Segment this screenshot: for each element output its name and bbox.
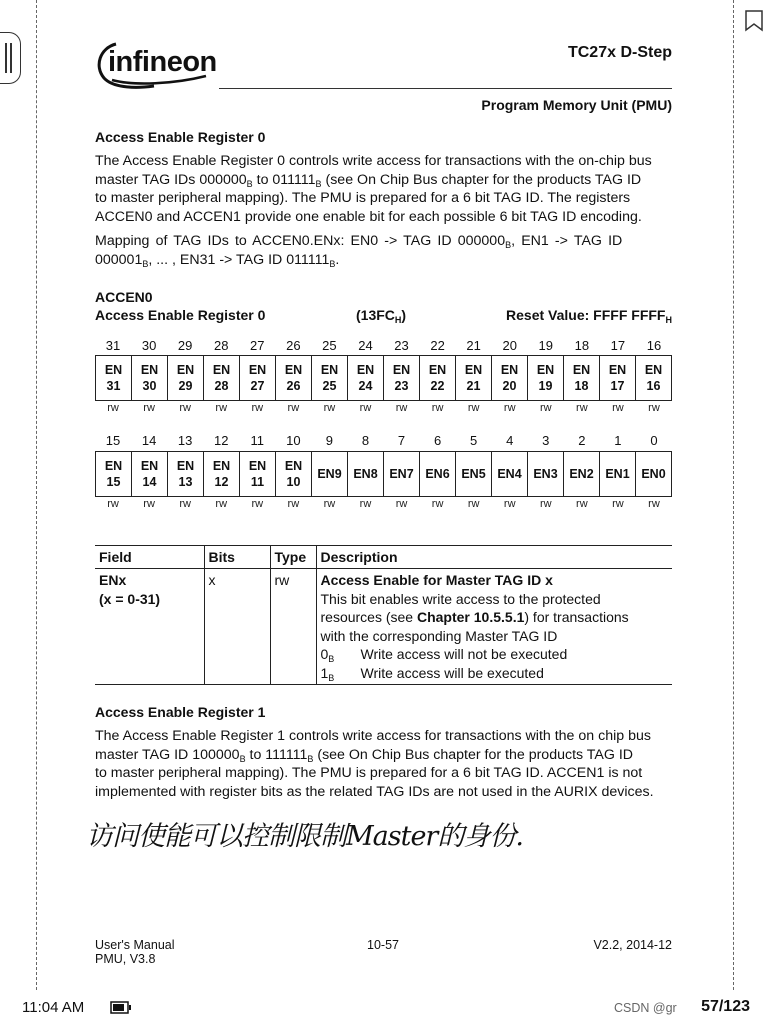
cell-field: ENx (x = 0-31) — [95, 569, 204, 685]
access-type: rw — [287, 402, 300, 414]
bit-field-cell: EN 29 — [168, 356, 204, 401]
field-description-table — [95, 545, 672, 685]
access-type: rw — [107, 402, 119, 414]
bit-field-cell: EN 22 — [420, 356, 456, 401]
access-type: rw — [576, 498, 588, 510]
upper-bit-numbers — [95, 336, 672, 354]
bit-field-cell: EN4 — [492, 452, 528, 497]
bit-field-cell: EN 28 — [204, 356, 240, 401]
bit-field-cell: EN6 — [420, 452, 456, 497]
csdn-watermark: CSDN @gr — [614, 1001, 677, 1015]
bit-number: 1 — [614, 432, 622, 448]
bit-field-cell: EN 21 — [456, 356, 492, 401]
lower-bit-fields — [95, 451, 672, 497]
access-type: rw — [359, 498, 372, 510]
bit-number: 3 — [542, 432, 550, 448]
bit-field-cell: EN 30 — [132, 356, 168, 401]
header-bits: Bits — [204, 546, 270, 569]
bit-field-cell: EN 13 — [168, 452, 204, 497]
bit-field-cell: EN 25 — [312, 356, 348, 401]
header-field: Field — [95, 546, 204, 569]
access-type: rw — [251, 498, 264, 510]
bit-field-cell: EN5 — [456, 452, 492, 497]
access-type: rw — [503, 498, 516, 510]
bit-field-cell: EN 27 — [240, 356, 276, 401]
access-type: rw — [612, 498, 624, 510]
bit-number: 13 — [177, 432, 193, 448]
bit-number: 31 — [105, 337, 121, 353]
bit-field-cell: EN2 — [564, 452, 600, 497]
bit-number: 2 — [578, 432, 586, 448]
upper-bit-fields — [95, 355, 672, 401]
bit-field-cell: EN 11 — [240, 452, 276, 497]
reader-page-indicator: 57/123 — [701, 998, 750, 1015]
bit-field-cell: EN 18 — [564, 356, 600, 401]
logo-text: infineon — [108, 46, 217, 78]
bit-field-cell: EN 15 — [96, 452, 132, 497]
access-type: rw — [539, 402, 552, 414]
reg1-line-3: to master peripheral mapping). The PMU is prepared for a 6 bit TAG ID. ACCEN1 is not — [95, 765, 643, 781]
bit-field-cell: EN 17 — [600, 356, 636, 401]
bit-number: 8 — [361, 432, 370, 448]
footer-version: PMU, V3.8 — [95, 952, 156, 966]
header-type: Type — [270, 546, 316, 569]
reg0-heading: Access Enable Register 0 — [95, 129, 266, 145]
access-type: rw — [107, 498, 119, 510]
bit-number: 9 — [325, 432, 334, 448]
bit-field-cell: EN1 — [600, 452, 636, 497]
bit-field-cell: EN9 — [312, 452, 348, 497]
footer-page-number: 10-57 — [367, 938, 399, 952]
sidebar-toggle-handle[interactable] — [0, 32, 21, 84]
reg0-p1-line-3: to master peripheral mapping). The PMU is prepared for a 6 bit TAG ID. The registers — [95, 190, 631, 206]
bit-number: 11 — [250, 432, 265, 448]
bit-field-cell: EN 14 — [132, 452, 168, 497]
bit-number: 28 — [213, 337, 229, 353]
section-title: Program Memory Unit (PMU) — [481, 97, 672, 113]
register-reset-value: Reset Value: FFFF $FFFF_H$ — [506, 307, 672, 325]
reg1-line-2: master TAG ID $100000_B$ to $111111_B$ (see On Chip Bus chapter for the products TAG ID — [95, 746, 634, 764]
reg1-paragraph — [95, 727, 675, 801]
lower-access-row — [95, 496, 672, 512]
header-rule — [219, 88, 672, 89]
reg0-p2-line-1: Mapping of TAG IDs to ACCEN0.ENx: EN0 -> TAG ID $000000_B$, EN1 -> TAG ID — [95, 233, 623, 250]
footer-manual: User's Manual — [95, 938, 175, 952]
reg0-p1-line-4: ACCEN0 and ACCEN1 provide one enable bit for each possible 6 bit TAG ID encoding. — [95, 208, 642, 225]
bit-field-cell: EN 19 — [528, 356, 564, 401]
infineon-logo — [94, 36, 224, 92]
bit-number: 6 — [433, 432, 442, 448]
register-long-name: Access Enable Register 0 — [95, 307, 266, 323]
reg1-line-1: The Access Enable Register 1 controls write access for transactions with the on chip bus — [95, 728, 651, 744]
bit-number: 21 — [466, 337, 481, 353]
access-type: rw — [179, 402, 191, 414]
access-type: rw — [431, 402, 444, 414]
reg0-p1-line-1: The Access Enable Register 0 controls write access for transactions with the on-chip bus — [95, 153, 652, 169]
access-type: rw — [359, 402, 372, 414]
cell-type: rw — [270, 569, 316, 685]
access-type: rw — [612, 402, 624, 414]
reg0-paragraph-2 — [95, 232, 675, 269]
access-type: rw — [323, 402, 336, 414]
access-type: rw — [287, 498, 300, 510]
bit-number: 26 — [286, 337, 301, 353]
access-type: rw — [395, 498, 408, 510]
bit-number: 17 — [610, 337, 626, 353]
access-type: rw — [503, 402, 516, 414]
access-type: rw — [143, 402, 155, 414]
bit-number: 29 — [177, 337, 193, 353]
bit-field-cell: EN 20 — [492, 356, 528, 401]
handwritten-note: 访问使能可以控制限制Master的身份. — [86, 821, 523, 852]
bit-field-cell: EN 26 — [276, 356, 312, 401]
footer-left — [95, 938, 175, 966]
bit-number: 22 — [430, 337, 445, 353]
access-type: rw — [215, 402, 228, 414]
bit-number: 12 — [213, 432, 229, 448]
reg0-paragraph-1 — [95, 152, 675, 226]
bit-number: 25 — [322, 337, 337, 353]
bit-number: 10 — [286, 432, 301, 448]
header-description: Description — [316, 546, 672, 569]
access-type: rw — [323, 498, 336, 510]
table-row — [95, 569, 672, 685]
bit-field-cell: EN 12 — [204, 452, 240, 497]
cell-description: Access Enable for Master TAG ID x This bit enables write access to the protected resources (see Chapter 10.5.5.1) for transactions with the corresponding Master TAG ID $0_B$ Write access will not be executed $1_B$ Write access will be executed — [316, 569, 672, 685]
bit-number: 15 — [105, 432, 121, 448]
bit-number: 7 — [397, 432, 406, 448]
bit-field-cell: EN 23 — [384, 356, 420, 401]
bit-field-cell: EN 10 — [276, 452, 312, 497]
access-type: rw — [143, 498, 155, 510]
access-type: rw — [467, 498, 480, 510]
access-type: rw — [431, 498, 444, 510]
bit-field-cell: EN 24 — [348, 356, 384, 401]
access-type: rw — [179, 498, 191, 510]
access-type: rw — [648, 498, 660, 510]
register-offset: $(13FC_H)$ — [356, 307, 407, 325]
bookmark-icon[interactable] — [744, 10, 764, 32]
left-margin-line — [36, 0, 37, 990]
access-type: rw — [251, 402, 264, 414]
field-table-header — [95, 546, 672, 569]
cell-bits: x — [204, 569, 270, 685]
bit-field-cell: EN 31 — [96, 356, 132, 401]
right-margin-line — [733, 0, 734, 990]
reg0-p1-line-2: master TAG IDs $000000_B$ to $011111_B$ (see On Chip Bus chapter for the products TAG ID — [95, 171, 642, 189]
bit-number: 0 — [650, 432, 658, 448]
bit-number: 30 — [141, 337, 157, 353]
status-time: 11:04 AM — [22, 999, 85, 1016]
lower-bit-numbers — [95, 431, 672, 449]
bit-number: 27 — [250, 337, 265, 353]
bit-field-cell: EN8 — [348, 452, 384, 497]
bit-field-cell: EN0 — [636, 452, 672, 497]
bit-number: 23 — [394, 337, 409, 353]
access-type: rw — [215, 498, 228, 510]
register-name: ACCEN0 — [95, 289, 153, 305]
bit-number: 24 — [358, 337, 373, 353]
reg0-p2-line-2: $000001_B$, ... , EN31 -> TAG ID $011111_B$. — [95, 251, 340, 269]
bit-field-cell: EN3 — [528, 452, 564, 497]
bit-number: 5 — [470, 432, 478, 448]
bit-number: 18 — [574, 337, 590, 353]
bit-field-cell: EN7 — [384, 452, 420, 497]
bit-number: 20 — [502, 337, 517, 353]
access-type: rw — [576, 402, 588, 414]
reg1-heading: Access Enable Register 1 — [95, 704, 266, 720]
battery-icon — [110, 1001, 132, 1014]
access-type: rw — [648, 402, 660, 414]
bit-number: 14 — [141, 432, 157, 448]
bit-field-cell: EN 16 — [636, 356, 672, 401]
access-type: rw — [395, 402, 408, 414]
doc-title: TC27x D-Step — [567, 44, 672, 61]
bit-number: 4 — [506, 432, 514, 448]
upper-access-row — [95, 400, 672, 416]
access-type: rw — [539, 498, 552, 510]
footer-doc-version: V2.2, 2014-12 — [593, 938, 672, 952]
bit-number: 19 — [538, 337, 554, 353]
reg1-line-4: implemented with register bits as the related TAG IDs are not used in the AURIX devices. — [95, 783, 654, 800]
access-type: rw — [467, 402, 480, 414]
bit-number: 16 — [646, 337, 662, 353]
